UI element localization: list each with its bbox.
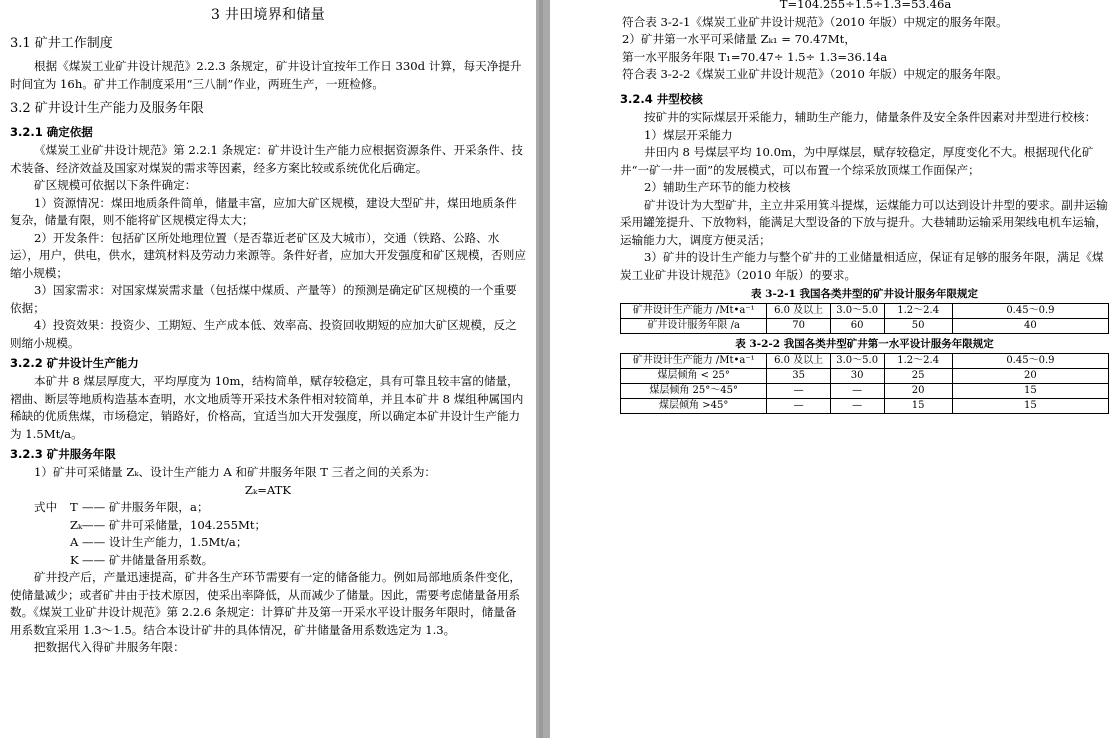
page-gutter: [536, 0, 550, 738]
subsection-heading-3-2-1: 3.2.1 确定依据: [10, 125, 93, 139]
variable-list: [10, 499, 526, 569]
table-row: [621, 319, 1109, 334]
table-title: 表 3-2-1 我国各类井型的矿井设计服务年限规定: [751, 288, 978, 300]
service-life-table: [620, 303, 1109, 334]
paragraph: 把数据代入得矿井服务年限：: [34, 640, 185, 654]
paragraph: 根据《煤炭工业矿井设计规范》2.2.3 条规定，矿井设计宜按年工作日 330d 计算，每天净提升时间宜为 16h。矿井工作制度采用“三八制”作业，两班生产，一班检修。: [10, 59, 522, 91]
page-text-right-main: [620, 88, 1109, 414]
table-cell: 30: [830, 369, 884, 384]
table-cell: 15: [884, 399, 952, 414]
table-cell: 6.0 及以上: [767, 354, 830, 369]
variable-symbol: A: [70, 535, 79, 549]
paragraph: 符合表 3-2-1《煤炭工业矿井设计规范》（2010 年版）中规定的服务年限。: [622, 14, 1008, 29]
paragraph: 4）投资效果：投资少、工期短、生产成本低、效率高、投资回收期短的应加大矿区规模，反之则缩小规模。: [10, 318, 517, 350]
section-heading-3-1: 3.1 矿井工作制度: [10, 36, 113, 51]
table-cell: 矿井设计生产能力 /Mt•a⁻¹: [621, 354, 767, 369]
calculation-line: T=104.255÷1.5÷1.3=53.46a: [779, 0, 952, 11]
document-page-left: [0, 0, 536, 738]
table-cell: —: [767, 399, 830, 414]
formula: Zₖ=ATK: [244, 482, 292, 497]
table-cell: 35: [767, 369, 830, 384]
table-row: [621, 354, 1109, 369]
table-cell: 40: [952, 319, 1108, 334]
table-cell: 煤层倾角 >45°: [621, 399, 767, 414]
table-cell: 1.2～2.4: [884, 304, 952, 319]
paragraph: 符合表 3-2-2《煤炭工业矿井设计规范》（2010 年版）中规定的服务年限。: [622, 67, 1008, 81]
table-cell: 25: [884, 369, 952, 384]
subsection-heading-3-2-2: 3.2.2 矿井设计生产能力: [10, 356, 139, 370]
variable-description: —— 矿井储量备用系数。: [82, 552, 214, 567]
variable-symbol: K: [70, 552, 79, 567]
paragraph: 3）国家需求：对国家煤炭需求量（包括煤中煤质、产量等）的预测是确定矿区规模的一个重要依据；: [10, 283, 517, 315]
table-cell: 3.0～5.0: [830, 354, 884, 369]
variable-prefix: 式中: [34, 500, 58, 514]
variable-description: —— 矿井可采储量，104.255Mt；: [82, 517, 267, 532]
table-cell: 70: [767, 319, 830, 334]
table-cell: —: [830, 399, 884, 414]
table-cell: 50: [884, 319, 952, 334]
table-cell: 6.0 及以上: [767, 304, 830, 319]
table-row: [621, 369, 1109, 384]
table-cell: 煤层倾角 25°～45°: [621, 384, 767, 399]
paragraph: 2）矿井第一水平可采储量 Zₖ₁ = 70.47Mt，: [622, 32, 856, 46]
table-cell: 20: [952, 369, 1108, 384]
chapter-title: 3 井田境界和储量: [210, 7, 326, 23]
paragraph: 本矿井 8 煤层厚度大，平均厚度为 10m，结构简单，赋存较稳定，具有可靠且较丰富的储量，褶曲、断层等地质构造基本查明，水文地质等开采技术条件相对较简单，并且本矿井 8 煤组种属国内稀缺的优质焦煤，市场稳定，销路好，价格高，宜适当加大开发强度，所以确定本矿井设计生产能力为 1.5Mt/a。: [10, 374, 524, 441]
variable-symbol: Zₖ: [70, 517, 83, 532]
paragraph: 第一水平服务年限 T₁=70.47÷ 1.5÷ 1.3=36.14a: [622, 49, 888, 64]
paragraph: 井田内 8 号煤层平均 10.0m，为中厚煤层，赋存较稳定，厚度变化不大。根据现代化矿井“一矿一井一面”的发展模式，可以布置一个综采放顶煤工作面保产；: [620, 145, 1094, 177]
table-title: 表 3-2-2 我国各类井型矿井第一水平设计服务年限规定: [735, 338, 994, 350]
paragraph: 1）煤层开采能力: [644, 127, 733, 142]
table-cell: 15: [952, 399, 1108, 414]
table-cell: 矿井设计服务年限 /a: [621, 319, 767, 334]
paragraph: 1）资源情况：煤田地质条件简单，储量丰富，应加大矿区规模，建设大型矿井，煤田地质条件复杂，储量有限，则不能将矿区规模定得太大；: [10, 195, 517, 227]
paragraph: 矿区规模可依据以下条件确定：: [34, 178, 197, 192]
subsection-heading-3-2-3: 3.2.3 矿井服务年限: [10, 447, 116, 461]
table-cell: 1.2～2.4: [884, 354, 952, 369]
table-cell: 0.45～0.9: [952, 304, 1108, 319]
paragraph: 2）辅助生产环节的能力校核: [644, 180, 791, 194]
paragraph: 矿井投产后，产量迅速提高，矿井各生产环节需要有一定的储备能力。例如局部地质条件变化，使储量减少；或者矿井由于技术原因，使采出率降低，从而减少了储量。因此，需要考虑储量备用系数。《煤炭工业矿井设计规范》第 2.2.6 条规定：计算矿井及第一开采水平设计服务年限时，储量备用系数宜采用 1.3～1.5。结合本设计矿井的具体情况，矿井储量备用系数选定为 1.3。: [10, 570, 521, 637]
section-heading-3-2: 3.2 矿井设计生产能力及服务年限: [10, 101, 204, 116]
table-cell: 0.45～0.9: [952, 354, 1108, 369]
document-page-right: [550, 0, 1117, 738]
table-row: [621, 384, 1109, 399]
paragraph: 矿井设计为大型矿井，主立井采用箕斗提煤，运煤能力可以达到设计井型的要求。副井运输采用罐笼提升、下放物料，能满足大型设备的下放与提升。大巷辅助运输采用架线电机车运输，运输能力大，调度方便灵活；: [620, 197, 1108, 247]
table-cell: 3.0～5.0: [830, 304, 884, 319]
table-cell: 煤层倾角 < 25°: [621, 369, 767, 384]
paragraph: 2）开发条件：包括矿区所处地理位置（是否靠近老矿区及大城市），交通（铁路、公路、水运），用户，供电，供水，建筑材料及劳动力来源等。条件好者，应加大开发强度和矿区规模，否则应缩小规模；: [10, 230, 526, 280]
paragraph: 按矿井的实际煤层开采能力，辅助生产能力，储量条件及安全条件因素对井型进行校核：: [644, 110, 1097, 124]
table-row: [621, 399, 1109, 414]
variable-symbol: T: [70, 500, 78, 514]
table-row: [621, 304, 1109, 319]
first-level-service-life-table: [620, 353, 1109, 414]
table-cell: 60: [830, 319, 884, 334]
table-cell: —: [830, 384, 884, 399]
paragraph: 《煤炭工业矿井设计规范》第 2.2.1 条规定：矿井设计生产能力应根据资源条件、开采条件、技术装备、经济效益及国家对煤炭的需求等因素，经多方案比较或系统优化后确定。: [10, 143, 524, 175]
page-text-right: [622, 0, 1109, 84]
table-cell: 矿井设计生产能力 /Mt•a⁻¹: [621, 304, 767, 319]
subsection-heading-3-2-4: 3.2.4 井型校核: [620, 92, 703, 106]
table-cell: —: [767, 384, 830, 399]
page-text-left: [10, 4, 526, 657]
variable-description: —— 矿井服务年限，a；: [82, 500, 209, 514]
table-cell: 20: [884, 384, 952, 399]
paragraph: 3）矿井的设计生产能力与整个矿井的工业储量相适应，保证有足够的服务年限，满足《煤炭工业矿井设计规范》（2010 年版）的要求。: [620, 250, 1104, 282]
table-cell: 15: [952, 384, 1108, 399]
paragraph: 1）矿井可采储量 Zₖ、设计生产能力 A 和矿井服务年限 T 三者之间的关系为：: [34, 465, 437, 479]
variable-description: —— 设计生产能力，1.5Mt/a；: [82, 535, 248, 549]
